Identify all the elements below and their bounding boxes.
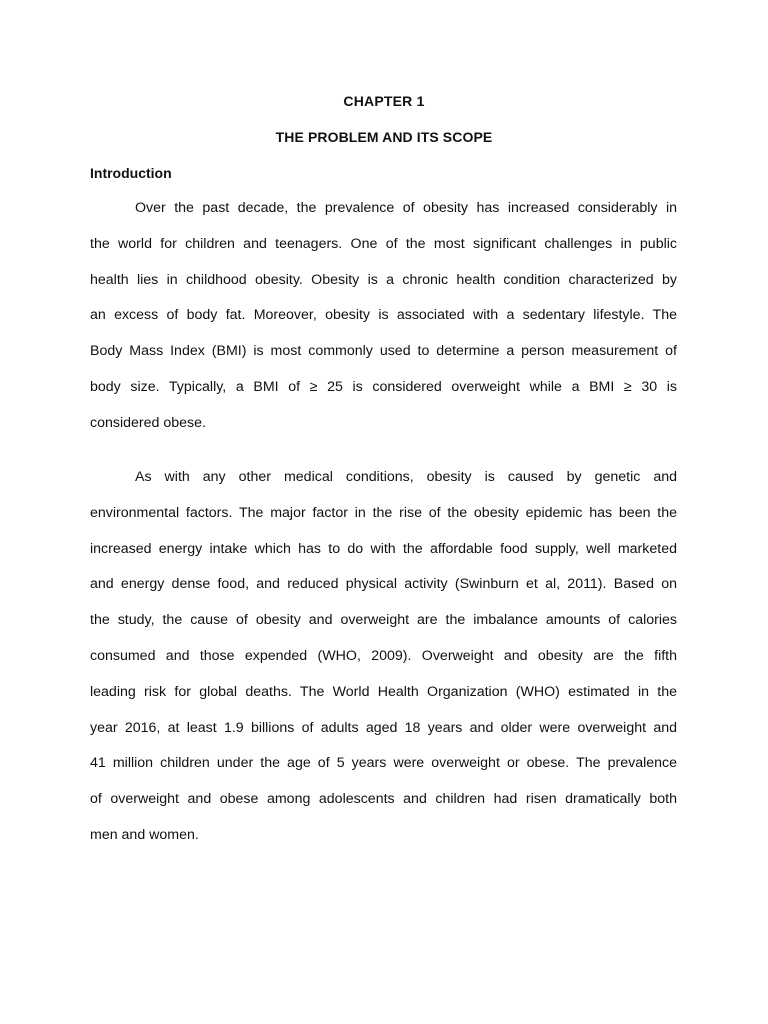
paragraph-1	[90, 191, 677, 442]
paragraph-line: consumed and those expended (WHO, 2009). Overweight and obesity are the fifth	[90, 647, 677, 664]
paragraph-line: men and women.	[90, 826, 199, 843]
paragraph-line: Over the past decade, the prevalence of obesity has increased considerably in	[135, 200, 677, 216]
paragraph-line: health lies in childhood obesity. Obesity is a chronic health condition characterized by	[90, 271, 677, 288]
paragraph-line: body size. Typically, a BMI of ≥ 25 is considered overweight while a BMI ≥ 30 is	[90, 378, 677, 395]
paragraph-line: the study, the cause of obesity and overweight are the imbalance amounts of calories	[90, 612, 677, 629]
paragraph-line: Body Mass Index (BMI) is most commonly used to determine a person measurement of	[90, 343, 677, 360]
chapter-title: THE PROBLEM AND ITS SCOPE	[275, 129, 493, 145]
paragraph-line: of overweight and obese among adolescents and children had risen dramatically both	[90, 791, 677, 808]
paragraph-2	[90, 460, 677, 854]
paragraph-line: and energy dense food, and reduced physical activity (Swinburn et al, 2011). Based on	[90, 576, 677, 593]
paragraph-line: year 2016, at least 1.9 billions of adults aged 18 years and older were overweight and	[90, 719, 677, 736]
paragraph-line: leading risk for global deaths. The World Health Organization (WHO) estimated in the	[90, 683, 677, 700]
paragraph-line: considered obese.	[90, 414, 206, 431]
paragraph-line: environmental factors. The major factor in the rise of the obesity epidemic has been the	[90, 504, 677, 521]
chapter-label: CHAPTER 1	[343, 93, 425, 109]
paragraph-line: an excess of body fat. Moreover, obesity is associated with a sedentary lifestyle. The	[90, 307, 677, 324]
paragraph-line: 41 million children under the age of 5 years were overweight or obese. The prevalence	[90, 755, 677, 772]
paragraph-line: increased energy intake which has to do with the affordable food supply, well marketed	[90, 540, 677, 557]
section-heading: Introduction	[90, 165, 172, 181]
paragraph-line: the world for children and teenagers. One of the most significant challenges in public	[90, 235, 677, 252]
paragraph-line: As with any other medical conditions, obesity is caused by genetic and	[135, 469, 677, 485]
